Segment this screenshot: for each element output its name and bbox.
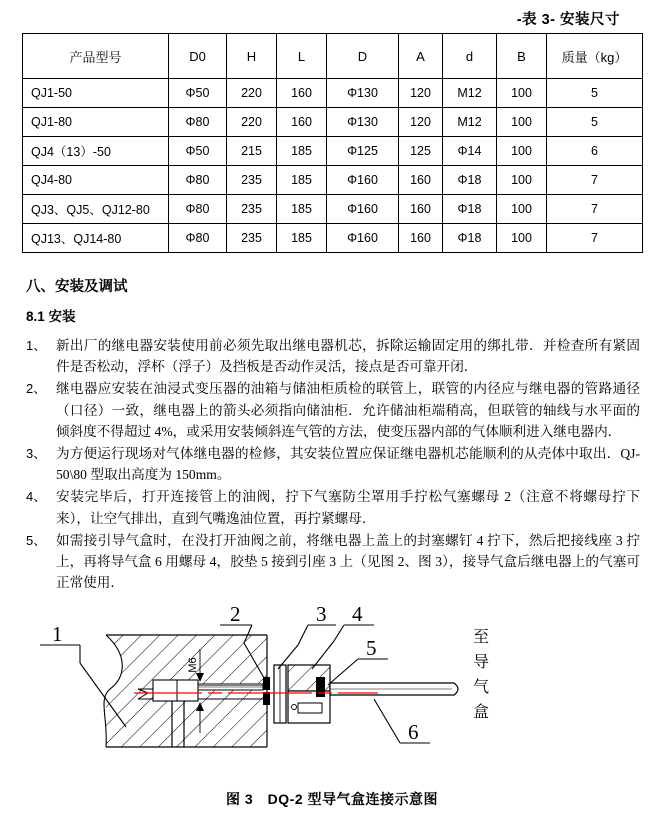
table-header-row <box>23 34 643 79</box>
cell-dd: Φ18 <box>443 195 497 224</box>
cell-b: 100 <box>497 137 547 166</box>
cell-dd: M12 <box>443 79 497 108</box>
list-item-number: 2、 <box>26 381 47 397</box>
cell-d: Φ125 <box>327 137 399 166</box>
cell-dd: Φ18 <box>443 224 497 253</box>
list-item <box>26 335 640 377</box>
cell-a: 120 <box>399 108 443 137</box>
cell-b: 100 <box>497 108 547 137</box>
list-item-text: 安装完毕后，打开连接管上的油阀，拧下气塞防尘罩用手拧松气塞螺母 2（注意不将螺母拧下来），让空气排出，直到气嘴逸油位置，再拧紧螺母． <box>56 489 640 526</box>
cell-mass: 6 <box>547 137 643 166</box>
to-gas-box-char-4: 盒 <box>472 704 489 722</box>
cell-model: QJ4-80 <box>23 166 169 195</box>
table-title: -表 3- 安装尺寸 <box>516 12 620 28</box>
list-item-text: 如需接引导气盒时，在没打开油阀之前，将继电器上盖上的封塞螺钉 4 拧下，然后把接线座 3 拧上，再将导气盒 6 用螺母 4，胶垫 5 接到引座 3 上（见图 2、图 3），接导气盒后继电器上的气塞可正常使用． <box>56 532 640 591</box>
to-gas-box-char-3: 气 <box>472 679 489 697</box>
cell-model: QJ3、QJ5、QJ12-80 <box>23 195 169 224</box>
section-heading: 八、安装及调试 <box>26 279 128 295</box>
figure-caption: 图 3 DQ-2 型导气盒连接示意图 <box>225 791 438 808</box>
callout-1: 1 <box>52 622 63 647</box>
cell-dd: Φ18 <box>443 166 497 195</box>
callout-2: 2 <box>230 607 241 627</box>
column-header-h: H <box>227 34 277 79</box>
table-row <box>23 108 643 137</box>
cell-b: 100 <box>497 79 547 108</box>
cell-model: QJ1-50 <box>23 79 169 108</box>
cell-a: 160 <box>399 224 443 253</box>
cell-h: 220 <box>227 108 277 137</box>
cell-b: 100 <box>497 195 547 224</box>
cell-d: Φ130 <box>327 108 399 137</box>
callout-5: 5 <box>366 636 377 661</box>
column-header-l: L <box>277 34 327 79</box>
cell-l: 160 <box>277 108 327 137</box>
cell-mass: 7 <box>547 166 643 195</box>
cell-a: 120 <box>399 79 443 108</box>
cell-model: QJ13、QJ14-80 <box>23 224 169 253</box>
column-header-b: B <box>497 34 547 79</box>
column-header-d: D <box>327 34 399 79</box>
list-item-text: 新出厂的继电器安装使用前必须先取出继电器机芯，拆除运输固定用的绑扎带．并检查所有紧固件是否松动，浮杯（浮子）及挡板是否动作灵活，接点是否可靠开闭． <box>56 338 640 375</box>
list-item-number: 3、 <box>26 446 47 462</box>
list-item-number: 1、 <box>26 338 47 353</box>
callout-3: 3 <box>316 607 327 627</box>
cell-model: QJ1-80 <box>23 108 169 137</box>
cell-h: 215 <box>227 137 277 166</box>
table-row <box>23 137 643 166</box>
subsection-heading: 8.1 安装 <box>26 309 76 324</box>
gas-relay-connection-drawing <box>22 607 642 775</box>
to-gas-box-char-2: 导 <box>472 654 489 672</box>
table-row <box>23 79 643 108</box>
m6-label: M6 <box>187 657 199 674</box>
cell-d: Φ160 <box>327 195 399 224</box>
cell-l: 160 <box>277 79 327 108</box>
cell-a: 160 <box>399 195 443 224</box>
cell-d: Φ160 <box>327 224 399 253</box>
list-item-number: 5、 <box>26 532 47 548</box>
table-row <box>23 166 643 195</box>
cell-dd: M12 <box>443 108 497 137</box>
cell-mass: 5 <box>547 79 643 108</box>
list-item-text: 继电器应安装在油浸式变压器的油箱与储油柜质检的联管上，联管的内径应与继电器的管路通径（口径）一致，继电器上的箭头必须指向储油柜．允许储油柜端稍高，但联管的轴线与水平面的倾斜度不得超过 4%，或采用安装倾斜连气管的方法，使变压器内部的气体顺利进入继电器内． <box>56 381 640 439</box>
list-item <box>26 530 640 594</box>
cell-a: 160 <box>399 166 443 195</box>
cell-mass: 7 <box>547 224 643 253</box>
rubber-washer <box>316 677 325 697</box>
cell-l: 185 <box>277 224 327 253</box>
to-gas-box-label <box>470 625 492 725</box>
cell-h: 220 <box>227 79 277 108</box>
cell-b: 100 <box>497 224 547 253</box>
cell-l: 185 <box>277 166 327 195</box>
cell-d0: Φ50 <box>169 79 227 108</box>
list-item <box>26 443 640 485</box>
cell-b: 100 <box>497 166 547 195</box>
cell-d: Φ160 <box>327 166 399 195</box>
column-header-mass: 质量（kg） <box>547 34 643 79</box>
cell-model: QJ4（13）-50 <box>23 137 169 166</box>
list-item-number: 4、 <box>26 489 47 505</box>
installation-dimensions-table <box>22 33 643 253</box>
column-header-a: A <box>399 34 443 79</box>
cell-mass: 7 <box>547 195 643 224</box>
cell-l: 185 <box>277 137 327 166</box>
cell-h: 235 <box>227 224 277 253</box>
column-header-model: 产品型号 <box>23 34 169 79</box>
cell-h: 235 <box>227 166 277 195</box>
column-header-d0: D0 <box>169 34 227 79</box>
callout-6: 6 <box>408 720 419 745</box>
cell-a: 125 <box>399 137 443 166</box>
table-row <box>23 195 643 224</box>
instruction-list <box>22 335 642 593</box>
to-gas-box-char-1: 至 <box>472 629 489 647</box>
cell-dd: Φ14 <box>443 137 497 166</box>
cell-d0: Φ80 <box>169 224 227 253</box>
cell-d: Φ130 <box>327 79 399 108</box>
cell-d0: Φ80 <box>169 195 227 224</box>
callout-4: 4 <box>352 607 363 627</box>
cell-d0: Φ80 <box>169 166 227 195</box>
cell-mass: 5 <box>547 108 643 137</box>
cell-d0: Φ50 <box>169 137 227 166</box>
list-item-text: 为方便运行现场对气体继电器的检修，其安装位置应保证继电器机芯能顺利的从壳体中取出．QJ-50\80 型取出高度为 150mm。 <box>56 446 640 483</box>
list-item <box>26 378 640 442</box>
cell-h: 235 <box>227 195 277 224</box>
cell-l: 185 <box>277 195 327 224</box>
cell-d0: Φ80 <box>169 108 227 137</box>
column-header-dd: d <box>443 34 497 79</box>
table-row <box>23 224 643 253</box>
figure-diagram <box>22 607 642 775</box>
terminal-seat-flange <box>274 665 286 723</box>
list-item <box>26 486 640 528</box>
